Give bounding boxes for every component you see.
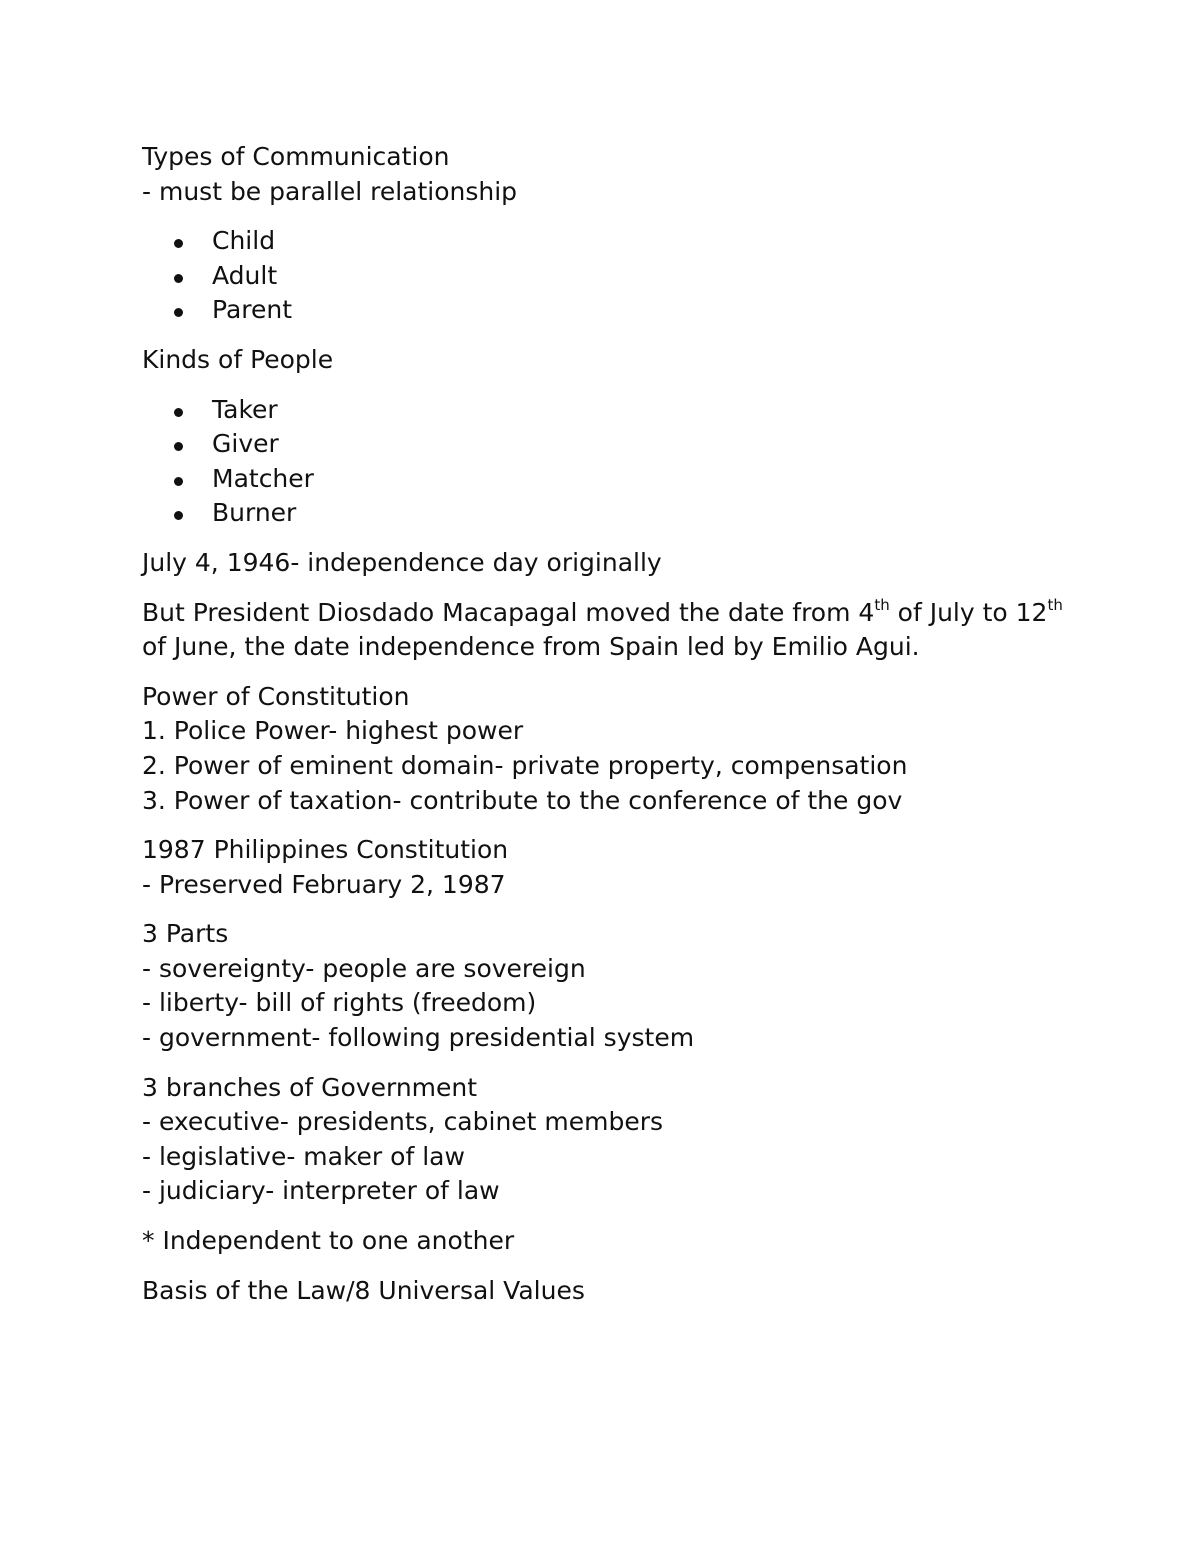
power-block: [142, 680, 1082, 818]
bullet-icon: [174, 477, 183, 486]
independent-note-line: [142, 1224, 1082, 1259]
ordinal-suffix: th: [1047, 595, 1063, 614]
date-moved-part: of July to 12: [889, 597, 1048, 627]
branches-heading: 3 branches of Government: [142, 1072, 478, 1102]
bullet-icon: [174, 274, 183, 283]
bullet-icon: [174, 408, 183, 417]
list-item: [142, 259, 1082, 294]
list-item-text: Taker: [212, 394, 278, 424]
constitution-block: [142, 833, 1082, 902]
list-item-text: Giver: [212, 429, 279, 459]
independent-note: * Independent to one another: [142, 1226, 515, 1256]
parts-item: - sovereignty- people are sovereign: [142, 953, 586, 983]
communication-note: - must be parallel relationship: [142, 176, 518, 206]
communication-list: [142, 224, 1082, 328]
parts-heading: 3 Parts: [142, 919, 229, 949]
branches-item: - legislative- maker of law: [142, 1141, 465, 1171]
date-moved-text: [142, 596, 1082, 665]
list-item: [142, 462, 1082, 497]
power-heading: Power of Constitution: [142, 681, 410, 711]
people-block: [142, 343, 1082, 378]
branches-item: - executive- presidents, cabinet members: [142, 1107, 664, 1137]
list-item-text: Matcher: [212, 463, 314, 493]
constitution-heading: 1987 Philippines Constitution: [142, 835, 509, 865]
list-item: [142, 224, 1082, 259]
list-item: [142, 496, 1082, 531]
parts-item: - government- following presidential system: [142, 1023, 695, 1053]
list-item: [142, 293, 1082, 328]
list-item-text: Child: [212, 226, 276, 256]
basis-line: [142, 1274, 1082, 1309]
basis-heading: Basis of the Law/8 Universal Values: [142, 1275, 585, 1305]
branches-item: - judiciary- interpreter of law: [142, 1176, 500, 1206]
communication-block: [142, 140, 1082, 209]
power-item: 2. Power of eminent domain- private property, compensation: [142, 750, 908, 780]
people-heading: Kinds of People: [142, 344, 334, 374]
independence-text: July 4, 1946- independence day originally: [142, 547, 662, 577]
independence-day-line: [142, 546, 1082, 581]
power-item: 1. Police Power- highest power: [142, 716, 524, 746]
bullet-icon: [174, 239, 183, 248]
list-item: [142, 393, 1082, 428]
constitution-note: - Preserved February 2, 1987: [142, 869, 506, 899]
communication-heading: Types of Communication: [142, 142, 450, 171]
bullet-icon: [174, 511, 183, 520]
list-item: [142, 427, 1082, 462]
date-moved-part: of June, the date independence from Spain led by Emilio Agui.: [142, 632, 920, 662]
bullet-icon: [174, 442, 183, 451]
date-moved-part: But President Diosdado Macapagal moved the date from 4: [142, 597, 875, 627]
list-item-text: Parent: [212, 295, 293, 325]
ordinal-suffix: th: [874, 595, 890, 614]
list-item-text: Burner: [212, 498, 297, 528]
branches-block: [142, 1071, 1082, 1209]
list-item-text: Adult: [212, 260, 278, 290]
parts-item: - liberty- bill of rights (freedom): [142, 988, 537, 1018]
document-page: [142, 140, 1082, 1323]
parts-block: [142, 917, 1082, 1055]
power-item: 3. Power of taxation- contribute to the conference of the gov: [142, 785, 903, 815]
bullet-icon: [174, 308, 183, 317]
date-moved-paragraph: [142, 596, 1082, 665]
people-list: [142, 393, 1082, 531]
